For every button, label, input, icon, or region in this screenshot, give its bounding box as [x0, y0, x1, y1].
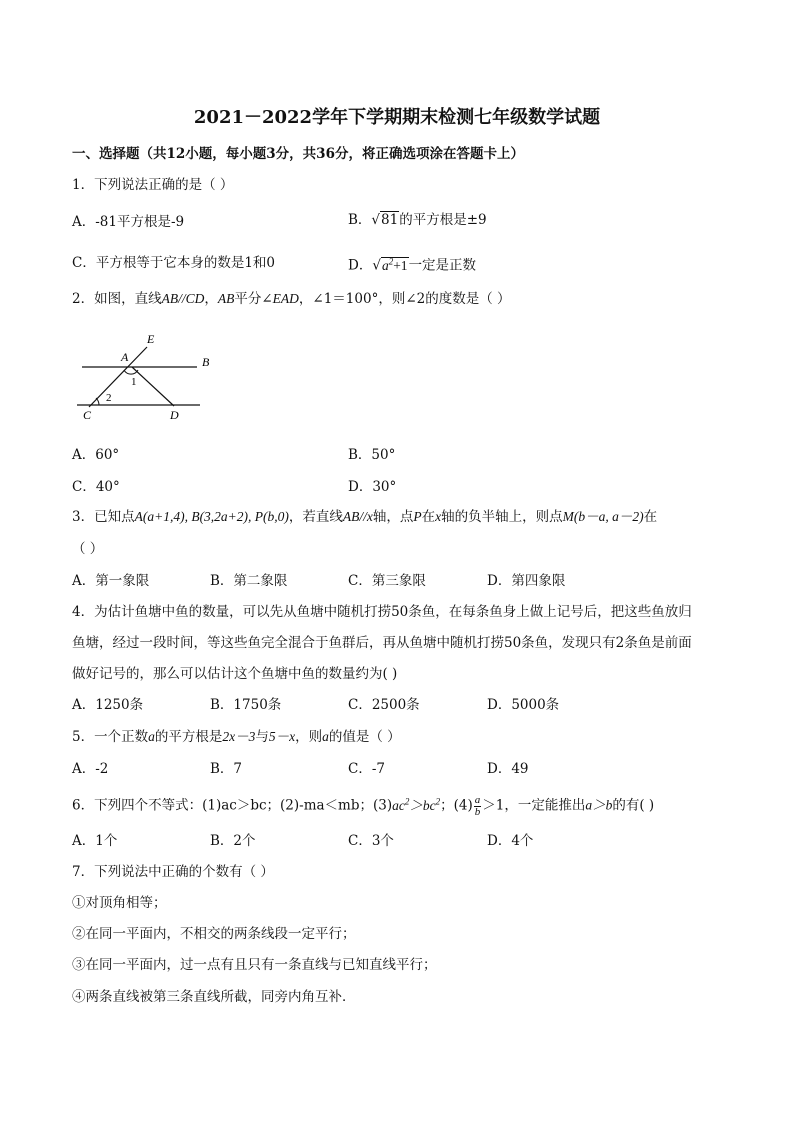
exam-title: 2021－2022学年下学期期末检测七年级数学试题 [193, 107, 601, 128]
q2-figure [72, 330, 232, 425]
q1-d-var: a [381, 257, 389, 273]
q1-b-prefix: B． [348, 212, 372, 228]
q3-option-c: C．第三象限 [348, 573, 426, 589]
q6-expr-3b [409, 798, 440, 813]
q5-stem [72, 728, 401, 746]
q3-point-p: P [413, 509, 422, 524]
q4-stem-line3: 做好记号的，那么可以估计这个鱼塘中鱼的数量约为( ) [72, 666, 398, 682]
q1-option-c: C．平方根等于它本身的数是1和0 [72, 255, 276, 271]
q5-var-a: a [148, 729, 155, 744]
q6-expr-3b-base: ＞bc [409, 797, 436, 813]
q3-stem-part: ，若直线 [288, 509, 343, 525]
q7-statement-3: ③在同一平面内，过一点有且只有一条直线与已知直线平行； [72, 957, 437, 973]
sqrt-symbol: √ [372, 257, 381, 274]
q3-stem-part: 轴的负半轴上，则点 [441, 509, 563, 525]
q7-statement-1: ①对顶角相等； [72, 895, 167, 911]
q1-d-prefix: D． [348, 257, 373, 274]
q1-d-exp: 2 [388, 256, 394, 266]
label-b: B [202, 355, 210, 369]
q6-sq: 2 [404, 796, 410, 806]
q4-stem-line2: 鱼塘，经过一段时间，等这些鱼完全混合于鱼群后，再从鱼塘中随机打捞50条鱼，发现只有2条鱼是前面 [72, 635, 692, 651]
label-c: C [83, 408, 92, 422]
q1-d-rest: +1 [393, 257, 408, 273]
q6-numerator: a [474, 793, 481, 806]
q2-option-a: A．60° [72, 447, 120, 463]
q3-option-b: B．第二象限 [210, 573, 288, 589]
q2-stem-part: ， [204, 291, 218, 307]
q1-option-d [348, 252, 476, 275]
q6-expr-3a [392, 798, 409, 813]
q6-stem-part: ；(4) [440, 797, 473, 814]
q2-option-c: C．40° [72, 479, 120, 495]
q3-stem [72, 508, 657, 526]
q5-stem-part: 5．一个正数 [72, 729, 149, 745]
label-e: E [147, 332, 155, 346]
q6-option-d: D．4个 [487, 833, 534, 849]
q2-stem [72, 290, 511, 308]
angle-2-arc [96, 398, 99, 405]
q1-b-suffix: 的平方根是±9 [399, 212, 487, 228]
q3-stem-part: 在 [643, 509, 658, 525]
q3-x-axis: x [435, 509, 442, 524]
q3-option-a: A．第一象限 [72, 573, 150, 589]
label-a: A [121, 350, 129, 364]
q1-b-radicand: 81 [381, 212, 399, 228]
q3-points: A(a+1,4), B(3,2a+2), P(b,0) [134, 509, 289, 524]
q6-stem-part: ＞1，一定能推出 [482, 797, 586, 814]
q5-var-a: a [322, 729, 329, 744]
q6-denominator: b [474, 805, 481, 818]
q1-d-radicand [381, 257, 409, 273]
q1-option-a: A．-81平方根是-9 [72, 214, 185, 230]
q5-option-d: D．49 [487, 761, 529, 777]
q5-stem-part: ，则 [295, 729, 323, 745]
q5-expr-1: 2x－3 [222, 729, 256, 744]
q4-stem-line1: 4．为估计鱼塘中鱼的数量，可以先从鱼塘中随机打捞50条鱼，在每条鱼身上做上记号后，把这些鱼放归 [72, 604, 692, 620]
q3-stem-part: 3．已知点 [72, 509, 135, 525]
q4-option-c: C．2500条 [348, 697, 420, 713]
label-angle-2: 2 [106, 392, 112, 404]
label-angle-1: 1 [131, 376, 137, 388]
q3-ab-parallel-x: AB//x [342, 509, 373, 524]
q1-d-suffix: 一定是正数 [408, 257, 477, 274]
line-ea [89, 347, 147, 407]
q2-stem-part: ， [298, 291, 313, 307]
q5-stem-part: 的平方根是 [154, 729, 223, 745]
q2-stem-part: 平分 [234, 291, 262, 307]
q5-stem-part: 的值是（ ） [328, 729, 401, 745]
sqrt-symbol: √ [371, 212, 381, 228]
q6-fraction [474, 795, 482, 818]
q6-option-a: A．1个 [72, 833, 118, 849]
q5-stem-part: 与 [255, 729, 269, 745]
q2-ab-parallel-cd: AB//CD [161, 291, 205, 306]
q3-stem-part: 轴，点 [372, 509, 414, 525]
q3-point-m: M(b－a, a－2) [562, 509, 644, 524]
q2-stem-part: 2．如图，直线 [72, 291, 162, 307]
q6-stem [72, 792, 654, 818]
q7-stem: 7．下列说法中正确的个数有（ ） [72, 864, 274, 880]
line-ad [132, 367, 174, 406]
q5-option-c: C．-7 [348, 761, 385, 777]
q2-option-d: D．30° [348, 479, 397, 495]
q4-option-a: A．1250条 [72, 697, 144, 713]
q2-option-b: B．50° [348, 447, 396, 463]
q7-statement-4: ④两条直线被第三条直线所截，同旁内角互补． [72, 989, 356, 1005]
q4-option-d: D．5000条 [487, 697, 560, 713]
q2-angle-1-value: ∠1＝100° [312, 291, 379, 307]
q5-expr-2: 5－x [268, 729, 296, 744]
q5-option-a: A．-2 [72, 761, 109, 777]
q6-option-c: C．3个 [348, 833, 394, 849]
section-heading: 一、选择题（共12小题，每小题3分，共36分，将正确选项涂在答题卡上） [72, 146, 524, 162]
q6-option-b: B．2个 [210, 833, 256, 849]
q6-expr-3a-base: ac [392, 797, 405, 813]
q3-option-d: D．第四象限 [487, 573, 566, 589]
q6-stem-part: 6．下列四个不等式：(1)ac＞bc；(2)-ma＜mb；(3) [72, 797, 393, 814]
q3-stem-part: 在 [421, 509, 436, 525]
q6-sq: 2 [435, 796, 441, 806]
q1-stem: 1．下列说法正确的是（ ） [72, 177, 234, 193]
q3-stem-line2: （ ） [72, 541, 104, 557]
q6-stem-part: 的有( ) [612, 797, 655, 814]
q5-option-b: B．7 [210, 761, 243, 777]
q1-option-b [348, 211, 487, 229]
q2-ab: AB [217, 291, 235, 306]
q6-conclusion: a＞b [585, 797, 613, 813]
label-d: D [170, 408, 179, 422]
q2-angle-ead: ∠EAD [261, 291, 299, 306]
q7-statement-2: ②在同一平面内，不相交的两条线段一定平行； [72, 926, 356, 942]
q4-option-b: B．1750条 [210, 697, 282, 713]
q2-stem-part: ，则∠2的度数是（ ） [378, 291, 511, 307]
